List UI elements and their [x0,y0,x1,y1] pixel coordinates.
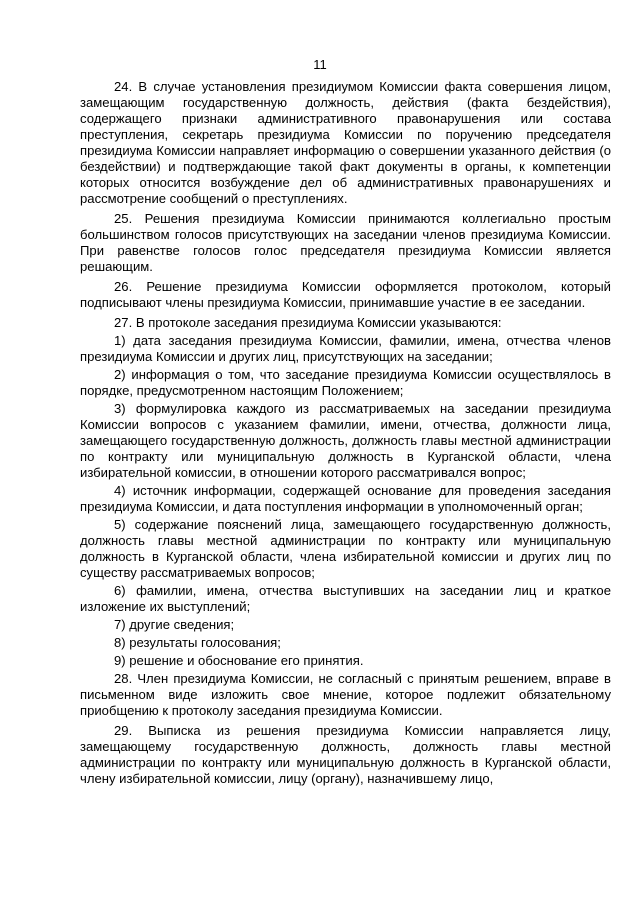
paragraph-27: 27. В протоколе заседания президиума Комиссии указываются: [114,315,502,330]
paragraph-24: 24. В случае установления президиумом Комиссии факта совершения лицом, замещающим государственную должность, действия (факта бездействия), содержащего признаки административного правонарушения или состава преступления, секретарь президиума Комиссии по поручению председателя президиума Комиссии направляет информацию о совершении указанного действия (о бездействии) и подтверждающие такой факт документы в органы, к компетенции которых относится возбуждение дел об административных правонарушениях и рассмотрение сообщений о преступлениях. [80,79,611,206]
list-item-1: 1) дата заседания президиума Комиссии, фамилии, имена, отчества членов президиума Комиссии и других лиц, присутствующих на заседании; [80,333,611,364]
paragraph-25: 25. Решения президиума Комиссии принимаются коллегиально простым большинством голосов присутствующих на заседании членов президиума Комиссии. При равенстве голосов голос председателя президиума Комиссии является решающим. [80,211,611,274]
list-item-6: 6) фамилии, имена, отчества выступивших на заседании лиц и краткое изложение их выступлений; [80,583,611,614]
document-body [80,79,611,787]
paragraph-29: 29. Выписка из решения президиума Комиссии направляется лицу, замещающему государственную должность, должность главы местной администрации по контракту или муниципальную должность в Курганской области, члену избирательной комиссии, лицу (органу), назначившему лицо, [80,723,611,786]
paragraph-26: 26. Решение президиума Комиссии оформляется протоколом, который подписывают члены президиума Комиссии, принимавшие участие в ее заседании. [80,279,611,310]
list-item-8: 8) результаты голосования; [114,635,281,650]
list-item-2: 2) информация о том, что заседание президиума Комиссии осуществлялось в порядке, предусмотренном настоящим Положением; [80,367,611,398]
list-item-9: 9) решение и обоснование его принятия. [114,653,364,668]
page-number: 11 [313,57,327,72]
list-item-7: 7) другие сведения; [114,617,235,632]
list-item-5: 5) содержание пояснений лица, замещающего государственную должность, должность главы местной администрации по контракту или муниципальную должность в Курганской области, члена избирательной комиссии и других лиц по существу рассматриваемых вопросов; [80,517,611,580]
paragraph-28: 28. Член президиума Комиссии, не согласный с принятым решением, вправе в письменном виде изложить свое мнение, которое подлежит обязательному приобщению к протоколу заседания президиума Комиссии. [80,671,611,718]
list-item-4: 4) источник информации, содержащей основание для проведения заседания президиума Комиссии, и дата поступления информации в уполномоченный орган; [80,483,611,514]
list-item-3: 3) формулировка каждого из рассматриваемых на заседании президиума Комиссии вопросов с указанием фамилии, имени, отчества, должности лица, замещающего государственную должность, должность главы местной администрации по контракту или муниципальную должность в Курганской области, члена избирательной комиссии, в отношении которого рассматривался вопрос; [80,401,611,480]
